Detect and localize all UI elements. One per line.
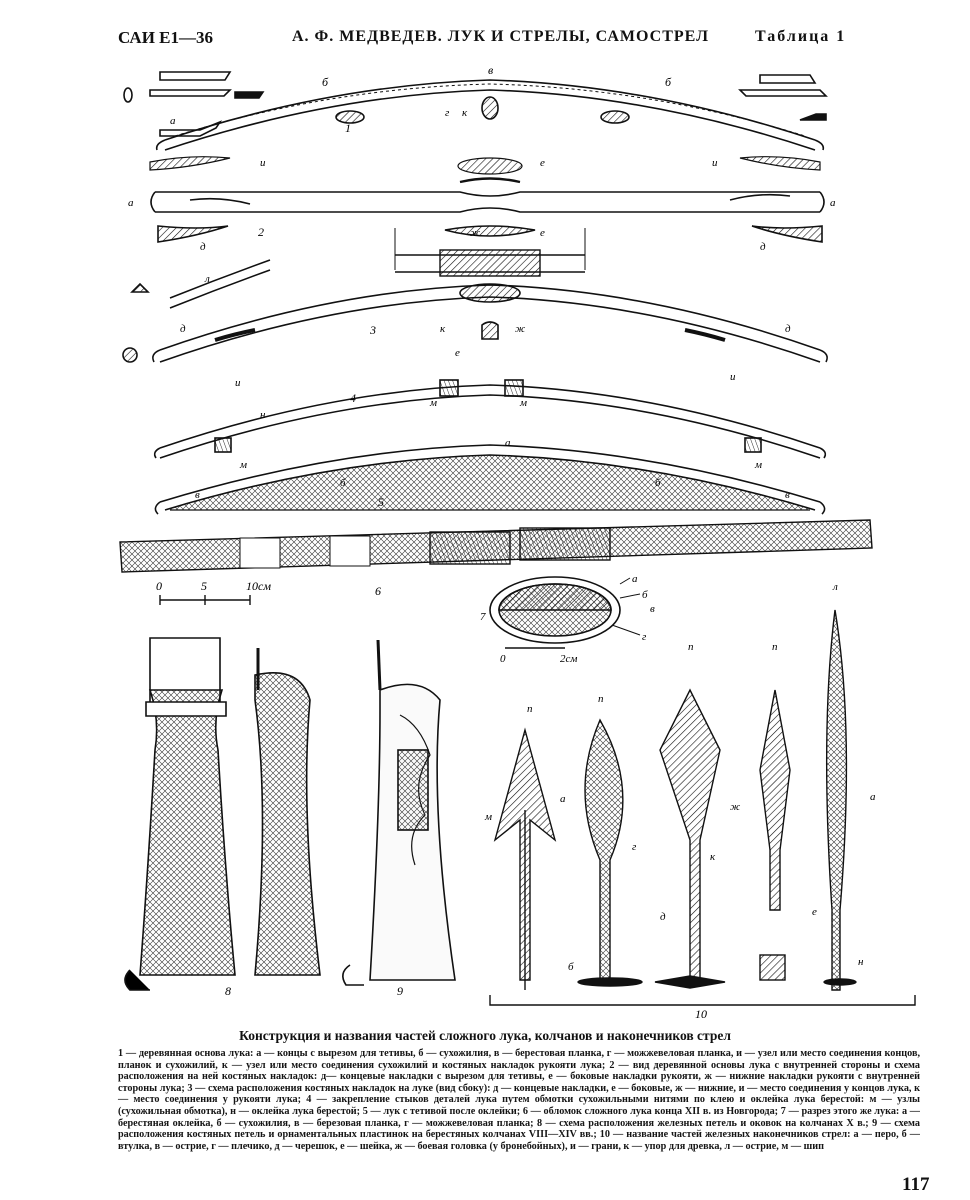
label-g: г bbox=[445, 107, 450, 119]
label-zh-arrow: ж bbox=[730, 801, 741, 813]
label-v-fig7: в bbox=[650, 603, 655, 615]
label-b-left: б bbox=[322, 75, 329, 89]
fig5-strung-bow bbox=[155, 445, 824, 514]
fig-num-2: 2 bbox=[258, 225, 264, 239]
label-k-fig3: к bbox=[440, 323, 446, 335]
label-ch: н bbox=[260, 409, 266, 421]
label-n-long: н bbox=[858, 956, 864, 968]
series-code: САИ Е1—36 bbox=[118, 28, 214, 47]
label-p-2: п bbox=[598, 693, 604, 705]
label-i-fig3-right: и bbox=[730, 371, 736, 383]
fig-num-10: 10 bbox=[695, 1007, 707, 1021]
page-number: 117 bbox=[902, 1174, 930, 1195]
scale-tick-0: 0 bbox=[156, 579, 162, 593]
fig-num-9: 9 bbox=[397, 984, 403, 998]
fig8-quiver-back bbox=[255, 648, 320, 975]
label-l-arrow: л bbox=[833, 581, 838, 593]
label-d-arrow: д bbox=[660, 911, 666, 923]
label-v-top: в bbox=[488, 63, 494, 77]
section-scale-0: 0 bbox=[500, 653, 506, 665]
label-i-fig3: и bbox=[235, 377, 241, 389]
fig8-quiver bbox=[125, 638, 235, 990]
label-d-left: д bbox=[200, 241, 206, 253]
caption-title: Конструкция и названия частей сложного лука, колчанов и наконечников стрел bbox=[239, 1028, 731, 1043]
label-m-4: м bbox=[755, 459, 763, 471]
label-p-3: п bbox=[688, 641, 694, 653]
label-k: к bbox=[462, 107, 468, 119]
label-b-arrow: б bbox=[568, 961, 574, 973]
label-m-2: м bbox=[520, 397, 528, 409]
caption-body: 1 — деревянная основа лука: а — концы с вырезом для тетивы, б — сухожилия, в — берестовая планка, г — можжевеловая планка, и — узел или место соединения концов, планок и сухожилий, к — узел или место соединения сухожилий и костяных накладок рукояти лука; 2 — вид деревянной основы лука с внутренней стороны и схема расположения на ней костяных накладок: д— концевые накладки с вырезом для тетивы, е — боковые накладки рукояти, ж — нижние накладки рукояти с внутренней стороны лука; 3 — схема расположения костяных накладок на луке (вид сбоку): д — концевые накладки, е — боковые, ж — нижние, и — место соединения у концов лука, к — место соединения у рукояти лука; 4 — закрепление стыков деталей лука путем обмотки сухожильными нитями по клею и оклейка лука берестой: м — узлы (сухожильная обмотка), н — оклейка лука берестой; 5 — лук с тетивой после оклейки; 6 — обломок сложного лука конца XII в. из Новгорода; 7 — разрез этого же лука: а — берестяная оклейка, б — сухожилия, в — березовая планка, г — можжевеловая планка; 8 — схема расположения железных петель и оковок на колчанах X в.; 9 — схема расположения костяных петель и орнаментальных пластинок на берестяных колчанах VIII—XIV вв.; 10 — название частей железных наконечников стрел: а — перо, б — втулка, в — острие, г — плечико, д — черешок, е — шейка, ж — боевая головка (у бронебойных), и — грани, к — упор для древка, л — острие, м — шип bbox=[118, 1048, 920, 1152]
label-d-right: д bbox=[760, 241, 766, 253]
label-m-arrow: м bbox=[485, 811, 493, 823]
fig-num-8: 8 bbox=[225, 984, 231, 998]
fig-num-4: 4 bbox=[350, 391, 356, 405]
fig1-cross-sections bbox=[150, 157, 820, 174]
label-d-fig3: д bbox=[180, 323, 186, 335]
label-i-right: и bbox=[712, 157, 718, 169]
section-scale-2: 2см bbox=[560, 653, 578, 665]
label-a-fig7: а bbox=[632, 573, 638, 585]
label-i-left: и bbox=[260, 157, 266, 169]
label-k-arrow: к bbox=[710, 851, 716, 863]
label-l: л bbox=[205, 273, 210, 285]
table-label: Таблица 1 bbox=[755, 28, 847, 45]
label-a-fig2-left: а bbox=[128, 197, 134, 209]
running-title: А. Ф. МЕДВЕДЕВ. ЛУК И СТРЕЛЫ, САМОСТРЕЛ bbox=[292, 28, 710, 45]
label-g-fig7: г bbox=[642, 631, 647, 643]
fig-num-6: 6 bbox=[375, 584, 381, 598]
scale-tick-10: 10см bbox=[246, 579, 271, 593]
label-a: а bbox=[170, 115, 176, 127]
label-a-fig2-right: а bbox=[830, 197, 836, 209]
label-m-1: м bbox=[430, 397, 438, 409]
label-zh-fig3: ж bbox=[515, 323, 526, 335]
label-e-1: е bbox=[540, 157, 545, 169]
fig9-birch-quiver bbox=[343, 640, 455, 985]
label-v-fig5-right: в bbox=[785, 489, 790, 501]
label-g-arrow: г bbox=[632, 841, 637, 853]
fig10-arrowheads bbox=[490, 610, 915, 1005]
label-a-fig4: а bbox=[505, 437, 511, 449]
fig-num-5: 5 bbox=[378, 495, 384, 509]
label-a-long: а bbox=[870, 791, 876, 803]
label-b-fig7: б bbox=[642, 589, 648, 601]
fig4-wrapped-bow bbox=[155, 380, 826, 458]
scale-bar-bow bbox=[160, 595, 250, 605]
fig-num-7: 7 bbox=[480, 611, 486, 623]
label-b-fig5: б bbox=[340, 477, 346, 489]
fig-num-1: 1 bbox=[345, 121, 351, 135]
label-e-long: е bbox=[812, 906, 817, 918]
label-a-arrow: а bbox=[560, 793, 566, 805]
label-p-4: п bbox=[772, 641, 778, 653]
label-b-fig5-right: б bbox=[655, 477, 661, 489]
label-m-3: м bbox=[240, 459, 248, 471]
fig7-section bbox=[490, 577, 640, 648]
label-p-1: п bbox=[527, 703, 533, 715]
fig1-bow-base bbox=[124, 72, 826, 150]
fig-num-3: 3 bbox=[370, 323, 376, 337]
label-e-2: е bbox=[540, 227, 545, 239]
fig6-novgorod-fragment bbox=[120, 520, 872, 572]
label-b-right: б bbox=[665, 75, 672, 89]
label-e-fig3: е bbox=[455, 347, 460, 359]
label-zh: ж bbox=[470, 227, 481, 239]
running-header bbox=[0, 28, 970, 52]
grip-detail bbox=[395, 250, 585, 276]
label-d-fig3-right: д bbox=[785, 323, 791, 335]
scale-tick-5: 5 bbox=[201, 579, 207, 593]
figure-plate bbox=[0, 50, 970, 1025]
label-v-fig5-left: в bbox=[195, 489, 200, 501]
